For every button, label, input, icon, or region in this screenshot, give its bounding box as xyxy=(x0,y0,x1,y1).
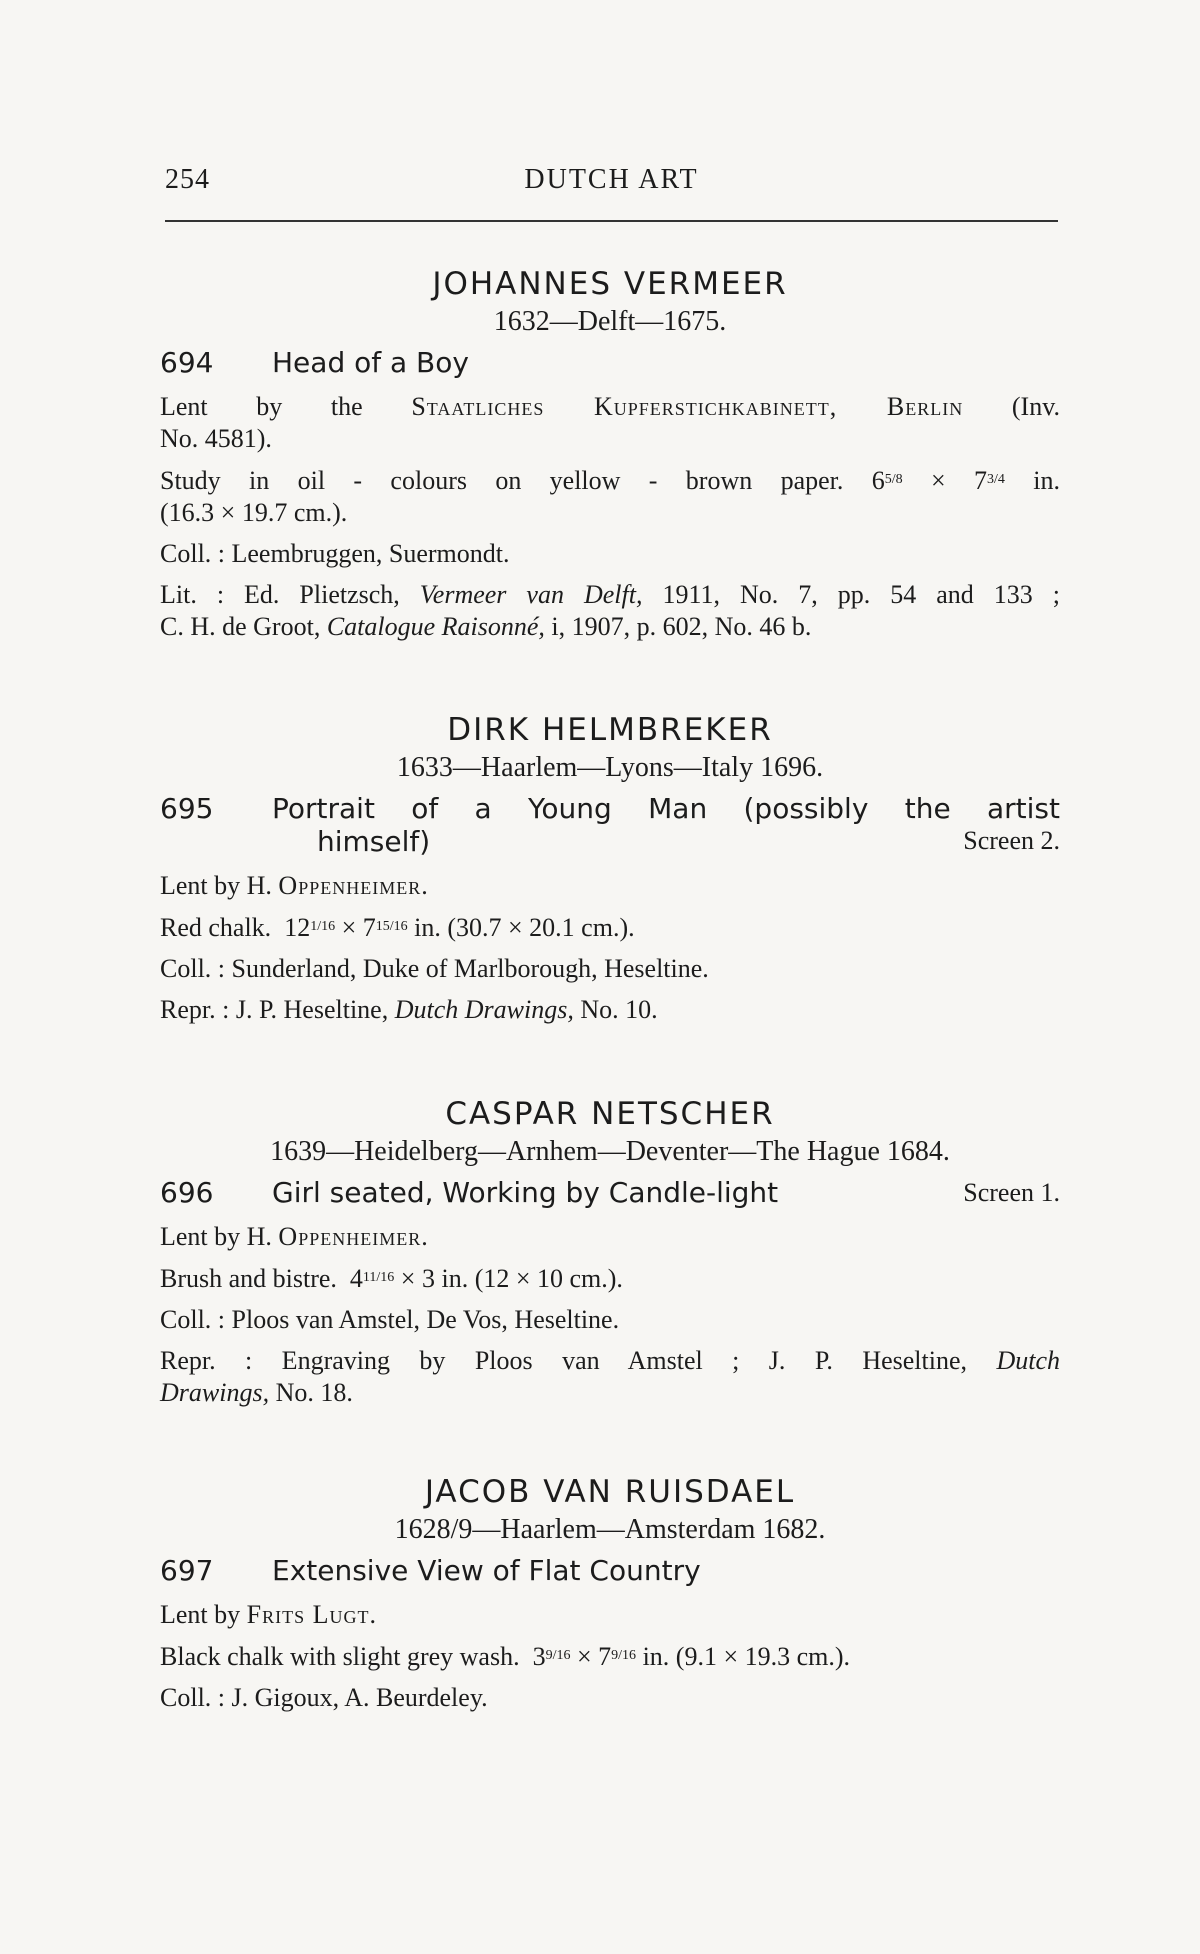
medium-line: Study in oil - colours on yellow - brown paper. $6^{5/8} \times 7^{3/4}$ in. xyxy=(160,466,1061,495)
lent-by-line: Lent by H. Oppenheimer. xyxy=(160,871,429,900)
page-header xyxy=(165,164,1058,204)
entry-heading xyxy=(160,346,1060,379)
lender-name: Staatliches Kupferstichkabinett, Berlin xyxy=(411,392,964,421)
artist-dates: 1633—Haarlem—Lyons—Italy 1696. xyxy=(396,752,824,783)
entry-number: 697 xyxy=(160,1554,214,1587)
collection-line: Coll. : J. Gigoux, A. Beurdeley. xyxy=(160,1683,488,1712)
lent-by-line-2: No. 4581). xyxy=(160,424,272,453)
lender-name: Oppenheimer. xyxy=(278,1222,429,1251)
screen-label: Screen 1. xyxy=(963,1178,1060,1207)
lender-name: Oppenheimer. xyxy=(278,871,429,900)
entry-number: 695 xyxy=(160,792,214,825)
artist-section-helmbreker xyxy=(160,712,1060,1026)
entry-number: 696 xyxy=(160,1176,214,1209)
lent-by-line: Lent by H. Oppenheimer. xyxy=(160,1222,429,1251)
entry-number: 694 xyxy=(160,346,214,379)
lender-name: Frits Lugt. xyxy=(246,1600,377,1629)
reproduction-line: Repr. : Engraving by Ploos van Amstel ; J. P. Heseltine, Dutch xyxy=(160,1346,1060,1375)
dimensions-in: $6^{5/8} \times 7^{3/4}$ in. xyxy=(871,466,1061,495)
artist-dates: 1639—Heidelberg—Arnhem—Deventer—The Hague 1684. xyxy=(270,1136,950,1167)
entry-title-line-2: himself) xyxy=(317,825,431,858)
artist-name: JACOB VAN RUISDAEL xyxy=(424,1474,796,1510)
collection-line: Coll. : Ploos van Amstel, De Vos, Heseltine. xyxy=(160,1305,620,1334)
entry-title: Girl seated, Working by Candle-light xyxy=(272,1176,779,1209)
collection-line: Coll. : Leembruggen, Suermondt. xyxy=(160,539,510,568)
running-title: DUTCH ART xyxy=(524,164,699,195)
entry-heading xyxy=(160,1554,1060,1587)
collection-line: Coll. : Sunderland, Duke of Marlborough, Heseltine. xyxy=(160,954,709,983)
medium-line: Red chalk. $12^{1/16} \times 7^{15/16}$ in. (30.7 × 20.1 cm.). xyxy=(160,913,635,942)
reproduction-line-2: Drawings, No. 18. xyxy=(160,1378,353,1407)
lent-by-line: Lent by the Staatliches Kupferstichkabinett, Berlin (Inv. xyxy=(160,392,1061,421)
medium-line: Black chalk with slight grey wash. $3^{9/16} \times 7^{9/16}$ in. (9.1 × 19.3 cm.). xyxy=(160,1642,851,1671)
artist-name: DIRK HELMBREKER xyxy=(447,712,773,748)
entry-heading xyxy=(160,792,1060,858)
entry-title: Extensive View of Flat Country xyxy=(272,1554,701,1587)
entry-heading xyxy=(160,1176,1060,1209)
literature-line: Lit. : Ed. Plietzsch, Vermeer van Delft, 1911, No. 7, pp. 54 and 133 ; xyxy=(160,580,1060,609)
lent-by-line: Lent by Frits Lugt. xyxy=(160,1600,377,1629)
entry-title: Head of a Boy xyxy=(272,346,469,379)
dimensions-cm: (16.3 × 19.7 cm.). xyxy=(160,498,348,527)
artist-name: CASPAR NETSCHER xyxy=(445,1096,775,1132)
artist-dates: 1632—Delft—1675. xyxy=(493,306,727,337)
artist-dates: 1628/9—Haarlem—Amsterdam 1682. xyxy=(394,1514,826,1545)
artist-name: JOHANNES VERMEER xyxy=(432,266,788,302)
reproduction-line: Repr. : J. P. Heseltine, Dutch Drawings, No. 10. xyxy=(160,995,658,1024)
medium-line: Brush and bistre. $4^{11/16} \times 3$ in. (12 × 10 cm.). xyxy=(160,1264,623,1293)
artist-section-netscher xyxy=(160,1096,1060,1409)
entry-title: Portrait of a Young Man (possibly the artist xyxy=(272,792,1060,825)
artist-section-vermeer xyxy=(160,266,1060,643)
literature-line-2: C. H. de Groot, Catalogue Raisonné, i, 1907, p. 602, No. 46 b. xyxy=(160,612,812,641)
artist-section-ruisdael xyxy=(160,1474,1060,1714)
page-number: 254 xyxy=(165,164,210,195)
screen-label: Screen 2. xyxy=(963,826,1060,855)
header-rule xyxy=(165,220,1058,222)
